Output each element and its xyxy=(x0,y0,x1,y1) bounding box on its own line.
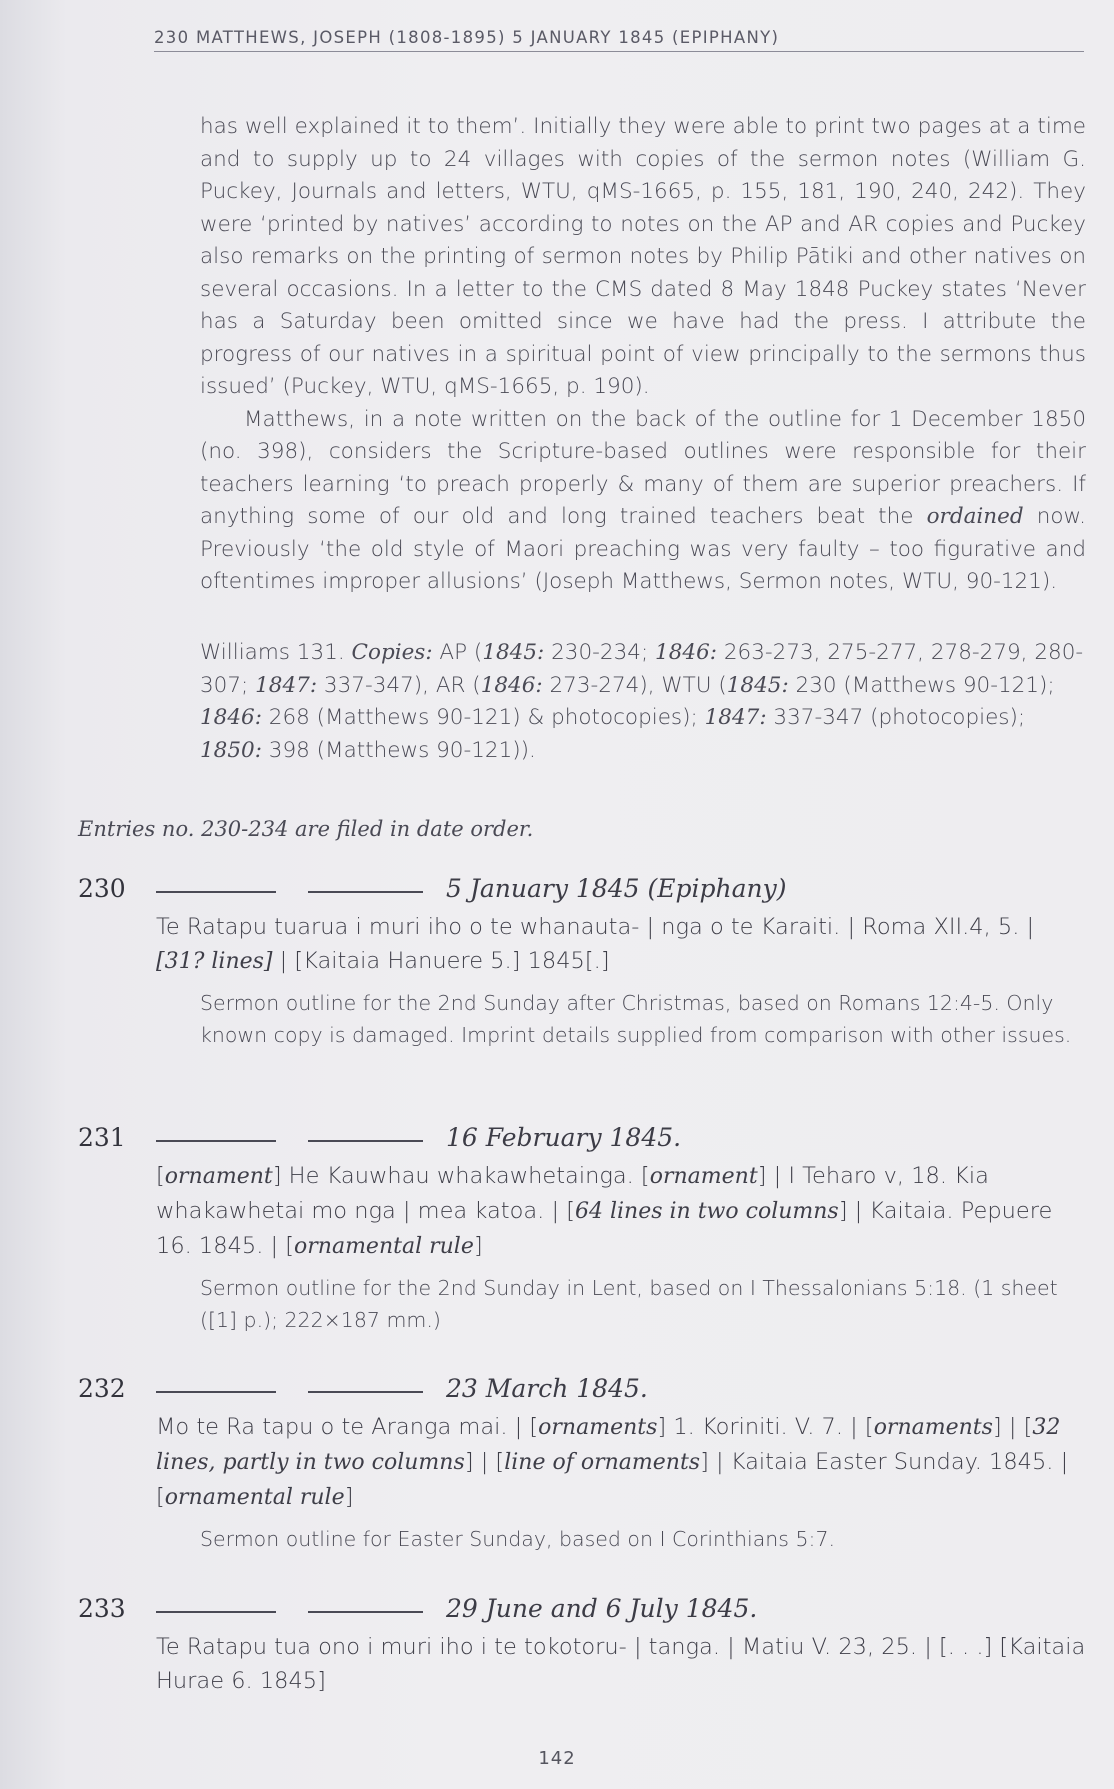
entry-231 xyxy=(78,1123,1088,1336)
entry-title: [ornament] He Kauwhau whakawhetainga. [ornament] | I Teharo v, 18. Kia whakawhetai mo nga | mea katoa. | [64 lines in two columns] | Kaitaia. Pepuere 16. 1845. | [ornamental rule] xyxy=(156,1163,1053,1259)
entry-number: 231 xyxy=(78,1123,126,1152)
title-dash xyxy=(308,891,423,893)
author-dash xyxy=(156,1391,276,1393)
title-dash xyxy=(308,1140,423,1142)
entry-description: Sermon outline for Easter Sunday, based on I Corinthians 5:7. xyxy=(200,1527,835,1551)
entry-date: 29 June and 6 July 1845. xyxy=(446,1594,758,1623)
page-number: 142 xyxy=(538,1748,576,1769)
entry-number: 230 xyxy=(78,874,126,903)
entry-title: Mo te Ra tapu o te Aranga mai. | [ornaments] 1. Koriniti. V. 7. | [ornaments] | [32 lines, partly in two columns] | [line of ornaments] | Kaitaia Easter Sunday. 1845. | [ornamental rule] xyxy=(156,1414,1069,1510)
entry-232 xyxy=(78,1374,1088,1555)
entry-title: Te Ratapu tuarua i muri iho o te whanauta- | nga o te Karaiti. | Roma XII.4, 5. | [31? lines] | [Kaitaia Hanuere 5.] 1845[.] xyxy=(156,914,1035,974)
note-paragraph-1: has well explained it to them’. Initially they were able to print two pages at a time and to supply up to 24 villages with copies of the sermon notes (William G. Puckey, Journals and letters, WTU, qMS-1665, p. 155, 181, 190, 240, 242). They were ‘printed by natives’ according to notes on the AP and AR copies and Puckey also remarks on the printing of sermon notes by Philip Pātiki and other natives on several occasions. In a letter to the CMS dated 8 May 1848 Puckey states ‘Never has a Saturday been omitted since we have had the press. I attribute the progress of our natives in a spiritual point of view principally to the sermons thus issued’ (Puckey, WTU, qMS-1665, p. 190). xyxy=(200,114,1086,399)
entry-description: Sermon outline for the 2nd Sunday after Christmas, based on Romans 12:4-5. Only known copy is damaged. Imprint details supplied from comparison with other issues. xyxy=(200,991,1072,1047)
copies-note: Williams 131. Copies: AP (1845: 230-234; 1846: 263-273, 275-277, 278-279, 280-307; 1847: 337-347), AR (1846: 273-274), WTU (1845: 230 (Matthews 90-121); 1846: 268 (Matthews 90-121) & photocopies); 1847: 337-347 (photocopies); 1850: 398 (Matthews 90-121)). xyxy=(200,640,1084,763)
continued-note xyxy=(200,111,1086,599)
entry-233 xyxy=(78,1594,1088,1698)
title-dash xyxy=(308,1391,423,1393)
author-dash xyxy=(156,1611,276,1613)
entry-date: 23 March 1845. xyxy=(446,1374,648,1403)
entry-230 xyxy=(78,874,1088,1051)
entry-description: Sermon outline for the 2nd Sunday in Lent, based on I Thessalonians 5:18. (1 sheet ([1] p.); 222×187 mm.) xyxy=(200,1276,1058,1332)
author-dash xyxy=(156,891,276,893)
entry-number: 233 xyxy=(78,1594,126,1623)
entry-date: 5 January 1845 (Epiphany) xyxy=(446,874,787,903)
title-dash xyxy=(308,1611,423,1613)
filed-order-note: Entries no. 230-234 are filed in date order. xyxy=(78,817,534,841)
entry-date: 16 February 1845. xyxy=(446,1123,682,1152)
entry-title: Te Ratapu tua ono i muri iho i te tokotoru- | tanga. | Matiu V. 23, 25. | [. . .] [Kaitaia Hurae 6. 1845] xyxy=(156,1634,1086,1694)
entry-number: 232 xyxy=(78,1374,126,1403)
running-head: 230 MATTHEWS, JOSEPH (1808-1895) 5 JANUARY 1845 (EPIPHANY) xyxy=(154,28,1084,52)
author-dash xyxy=(156,1140,276,1142)
note-paragraph-2: Matthews, in a note written on the back of the outline for 1 December 1850 (no. 398), considers the Scripture-based outlines were responsible for their teachers learning ‘to preach properly & many of them are superior preachers. If anything some of our old and long trained teachers beat the ordained now. Previously ‘the old style of Maori preaching was very faulty – too figurative and oftentimes improper allusions’ (Joseph Matthews, Sermon notes, WTU, 90-121). xyxy=(200,406,1086,594)
